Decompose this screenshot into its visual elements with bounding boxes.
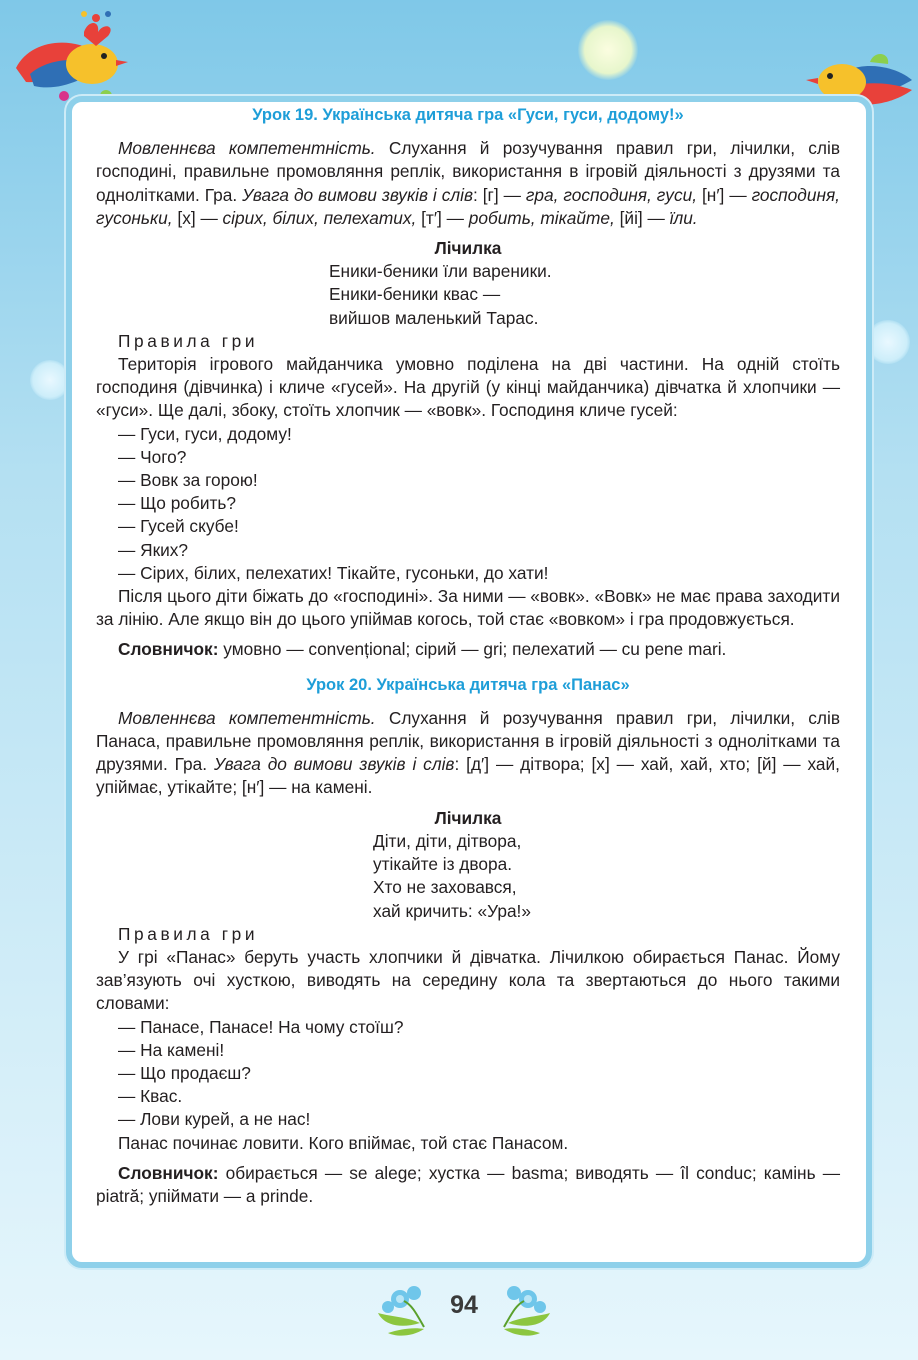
vocabulary: Словничок: умовно — convențional; сірий — gri; пелехатий — cu pene mari.: [118, 639, 727, 660]
rules-heading: Правила гри: [118, 330, 259, 351]
lesson-20-title: Урок 20. Українська дитяча гра «Панас»: [306, 675, 630, 694]
after-text: Панас починає ловити. Кого впіймає, той стає Панасом.: [118, 1132, 569, 1153]
dialogue-line: — Вовк за горою!: [118, 470, 258, 491]
rhyme-line: Діти, діти, дітвора,: [373, 830, 522, 851]
rules-heading: Правила гри: [118, 923, 259, 944]
rhyme-line: вийшов маленький Тарас.: [329, 307, 539, 328]
rhyme-line: Еники-беники квас —: [329, 284, 501, 305]
dialogue-line: — Сірих, білих, пелехатих! Тікайте, гусоньки, до хати!: [118, 562, 549, 583]
lesson-19-intro: Мовленнєва компетентність. Слухання й розучування правил гри, лічилки, слів господині, правильне промовляння реплік, використання в ігровій діяльності з друзями та однолітками. Гра. Увага до вимови звуків і слів: [г] — гра, господиня, гуси, [н′] — господиня, гусоньки, [х] — сірих, білих, пелехатих, [т′] — робить, тікайте, [йі] — їли.: [96, 138, 841, 228]
rules-text: Територія ігрового майданчика умовно поділена на дві частини. На одній стоїть господиня (дівчинка) і кличе «гусей». На другій (у кінці майданчика) дівчатка й хлопчики — «гуси». Ще далі, збоку, стоїть хлопчик — «вовк». Господиня кличе гусей:: [96, 354, 840, 421]
lesson-19-title: Урок 19. Українська дитяча гра «Гуси, гуси, додому!»: [252, 106, 684, 124]
bubble-decoration: [30, 360, 70, 400]
rhyme-title: Лічилка: [434, 238, 502, 259]
dialogue-line: — Гусей скубе!: [118, 516, 239, 537]
rhyme-line: Еники-беники їли вареники.: [329, 261, 552, 282]
dialogue-line: — Гуси, гуси, додому!: [118, 423, 292, 444]
sun-decoration: [578, 20, 638, 80]
dialogue-line: — Що продаєш?: [118, 1062, 251, 1083]
bubble-decoration: [866, 320, 910, 364]
dialogue-line: — Квас.: [118, 1086, 183, 1107]
rhyme-line: утікайте із двора.: [373, 854, 513, 875]
rhyme-title: Лічилка: [434, 807, 502, 828]
page-content: [96, 104, 840, 1208]
page-number: 94: [450, 1291, 478, 1319]
dialogue-line: — Лови курей, а не нас!: [118, 1109, 311, 1130]
vocabulary: Словничок: обирається — se alege; хустка — basma; виводять — îl conduc; камінь — piatră; упіймати — a prinde.: [96, 1162, 840, 1206]
after-text: Після цього діти біжать до «господині». За ними — «вовк». «Вовк» не має права заходити за лінію. Але якщо він до цього упіймав когось, той стає «вовком» і гра продовжується.: [96, 586, 840, 630]
rhyme-line: Хто не заховався,: [373, 877, 517, 898]
lesson-20-intro: Мовленнєва компетентність. Слухання й розучування правил гри, лічилки, слів Панаса, правильне промовляння реплік, використання в ігровій діяльності з однолітками та друзями. Гра. Увага до вимови звуків і слів: [д′] — дітвора; [х] — хай, хай, хто; [й] — хай, упіймає, утікайте; [н′] — на камені.: [96, 707, 841, 798]
dialogue-line: — Чого?: [118, 446, 187, 467]
rules-text: У грі «Панас» беруть участь хлопчики й дівчатка. Лічилкою обирається Панас. Йому зав’язують очі хусткою, виводять на середину кола та звертаються до нього такими словами:: [96, 946, 840, 1014]
dialogue-line: — Панасе, Панасе! На чому стоїш?: [118, 1016, 404, 1037]
dialogue-line: — Що робить?: [118, 493, 236, 514]
dialogue-line: — Яких?: [118, 539, 189, 560]
dialogue-line: — На камені!: [118, 1039, 225, 1060]
rhyme-line: хай кричить: «Ура!»: [373, 900, 531, 921]
